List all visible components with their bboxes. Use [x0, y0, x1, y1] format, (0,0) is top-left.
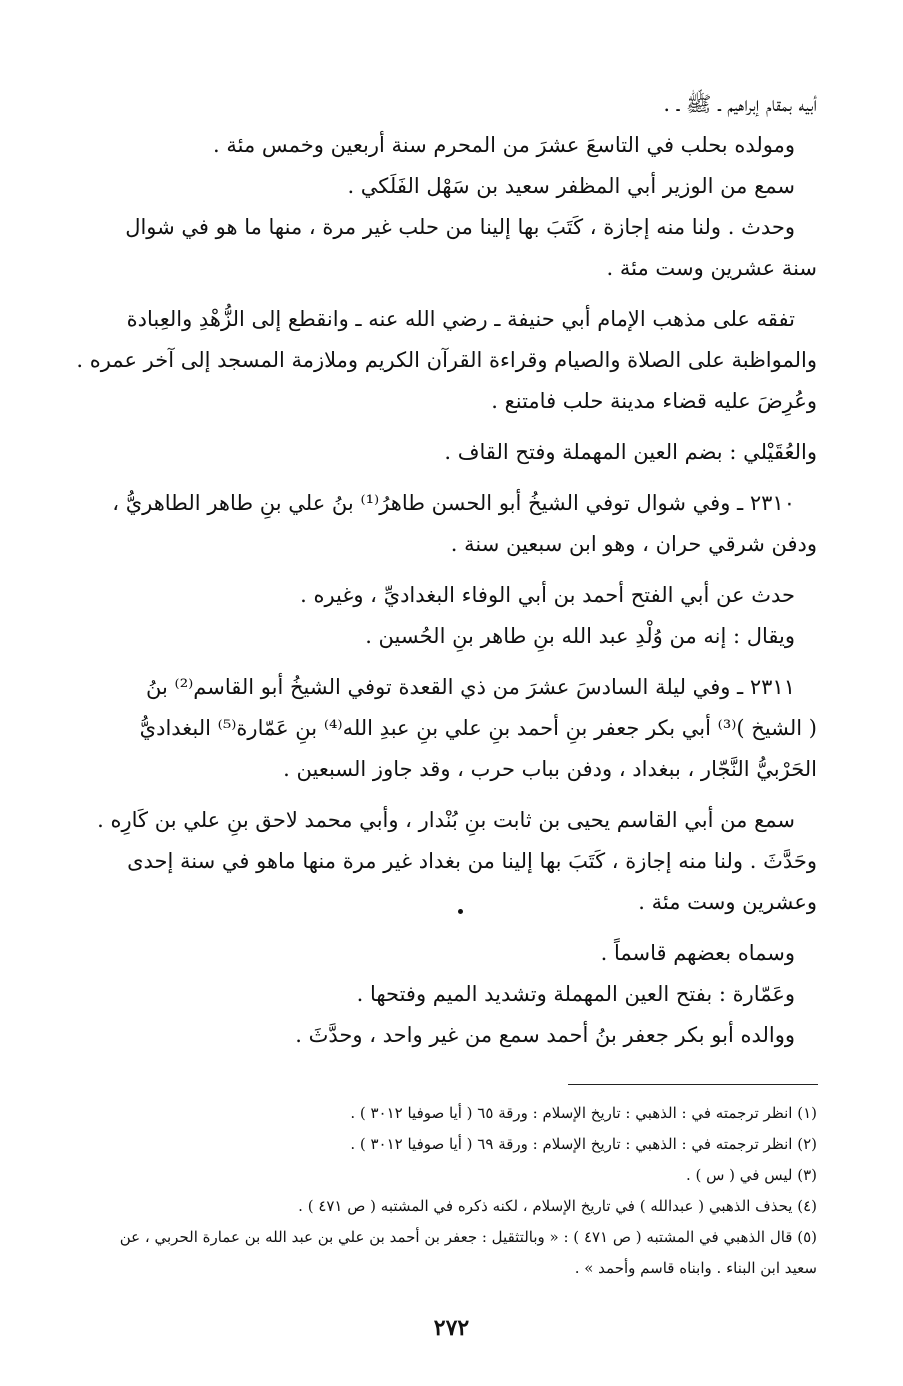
text-line: والعُقَيْلي : بضم العين المهملة وفتح القاف . — [444, 440, 817, 464]
text-line: وسماه بعضهم قاسماً . — [600, 941, 795, 965]
entry-heading-2310: ٢٣١٠ ـ وفي شوال توفي الشيخُ أبو الحسن طاهرُ⁽¹⁾ بنُ علي بنِ طاهر الطاهريُّ ، — [112, 491, 795, 515]
text-line: ودفن شرقي حران ، وهو ابن سبعين سنة . — [450, 532, 817, 556]
text-line: سمع من أبي القاسم يحيى بن ثابت بنِ بُنْدار ، وأبي محمد لاحق بنِ علي بن كَارِه . — [97, 808, 795, 832]
text-line: وعُرِضَ عليه قضاء مدينة حلب فامتنع . — [491, 389, 817, 413]
text-line: سمع من الوزير أبي المظفر سعيد بن سَهْل الفَلَكي . — [347, 174, 795, 198]
footnote: (١) انظر ترجمته في : الذهبي : تاريخ الإسلام : ورقة ٦٥ ( أيا صوفيا ٣٠١٢ ) . — [350, 1104, 817, 1122]
text-line: سنة عشرين وست مئة . — [606, 256, 817, 280]
text-line: تفقه على مذهب الإمام أبي حنيفة ـ رضي الله عنه ـ وانقطع إلى الزُّهْدِ والعِبادة — [126, 307, 795, 331]
text-line: وعَمّارة : بفتح العين المهملة وتشديد الميم وفتحها . — [356, 982, 795, 1006]
page-number: ٢٧٢ — [433, 1315, 470, 1341]
entry-heading-2311: ٢٣١١ ـ وفي ليلة السادسَ عشرَ من ذي القعدة توفي الشيخُ أبو القاسم⁽²⁾ بنُ — [146, 675, 795, 699]
text-line: ( الشيخ )⁽³⁾ أبي بكر جعفر بنِ أحمد بنِ علي بنِ عبدِ الله⁽⁴⁾ بنِ عَمّارة⁽⁵⁾ البغداديُّ — [139, 716, 817, 740]
text-line: الحَرْبيُّ النَّجّار ، ببغداد ، ودفن بباب حرب ، وقد جاوز السبعين . — [283, 757, 817, 781]
footnote-separator — [568, 1084, 818, 1085]
text-line: وعشرين وست مئة . — [638, 890, 817, 914]
footnote: (٣) ليس في ( س ) . — [685, 1166, 817, 1184]
text-line: ووالده أبو بكر جعفر بنُ أحمد سمع من غير واحد ، وحدَّثَ . — [295, 1023, 795, 1047]
text-line: وحدث . ولنا منه إجازة ، كَتَبَ بها إلينا من حلب غير مرة ، منها ما هو في شوال — [125, 215, 795, 239]
text-line: ومولده بحلب في التاسعَ عشرَ من المحرم سنة أربعين وخمس مئة . — [213, 133, 795, 157]
footnotes — [46, 1098, 817, 1284]
text-line: أبيه بمقام إبراهيم ـ ﷺ ـ . — [663, 92, 817, 116]
footnote-continuation: سعيد ابن البناء . وابناه قاسم وأحمد » . — [574, 1259, 817, 1277]
ink-speck — [458, 909, 463, 914]
body-text — [46, 84, 817, 1056]
text-line: والمواظبة على الصلاة والصيام وقراءة القرآن الكريم وملازمة المسجد إلى آخر عمره . — [76, 348, 817, 372]
footnote: (٥) قال الذهبي في المشتبه ( ص ٤٧١ ) : « وبالتثقيل : جعفر بن أحمد بن علي بن عبد الله بن عمارة الحربي ، عن — [119, 1228, 817, 1246]
text-line: حدث عن أبي الفتح أحمد بن أبي الوفاء البغداديِّ ، وغيره . — [300, 583, 795, 607]
text-line: وحَدَّثَ . ولنا منه إجازة ، كَتَبَ بها إلينا من بغداد غير مرة منها ماهو في سنة إحدى — [127, 849, 817, 873]
footnote: (٤) يحذف الذهبي ( عبدالله ) في تاريخ الإسلام ، لكنه ذكره في المشتبه ( ص ٤٧١ ) . — [298, 1197, 817, 1215]
text-line: ويقال : إنه من وُلْدِ عبد الله بنِ طاهر بنِ الحُسين . — [365, 624, 795, 648]
footnote: (٢) انظر ترجمته في : الذهبي : تاريخ الإسلام : ورقة ٦٩ ( أيا صوفيا ٣٠١٢ ) . — [350, 1135, 817, 1153]
